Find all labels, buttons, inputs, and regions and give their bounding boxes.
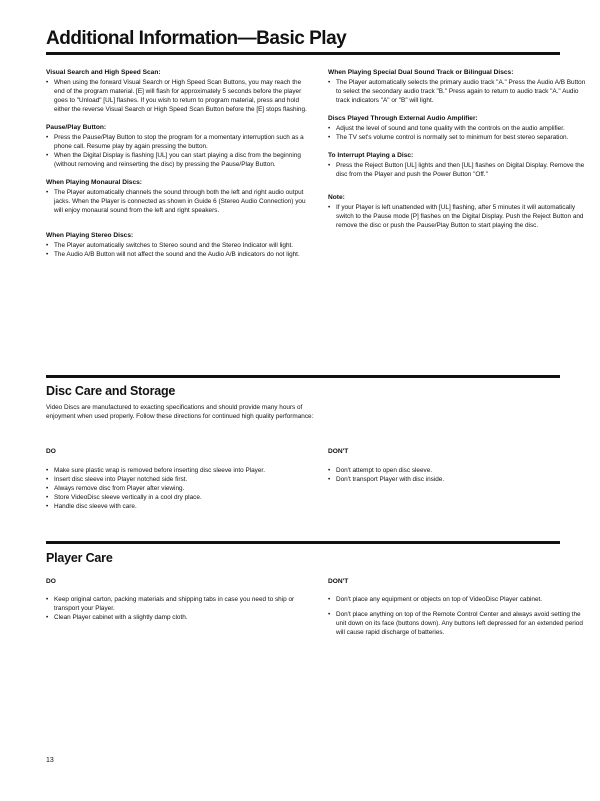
list-item: • Store VideoDisc sleeve vertically in a cool dry place. — [46, 493, 316, 502]
list-item: • When the Digital Display is flashing [UL] you can start playing a disc from the beginning (without removing and reinserting the disc) by pressing the Pause/Play Button. — [46, 151, 308, 169]
pause-play-heading: Pause/Play Button: — [46, 124, 107, 131]
note-heading: Note: — [328, 194, 345, 201]
list-item: • Don't place anything on top of the Remote Control Center and always avoid setting the unit down on its face (buttons down). Any buttons left depressed for an extended period will cause rapid discharge of batteries. — [328, 610, 590, 637]
note-block — [328, 193, 590, 230]
list-item: • Keep original carton, packing materials and shipping tabs in case you need to ship or transport your Player. — [46, 595, 316, 613]
list-item: • The Audio A/B Button will not affect the sound and the Audio A/B indicators do not light. — [46, 250, 308, 259]
disc-care-rule — [46, 375, 560, 378]
list-item: • Adjust the level of sound and tone quality with the controls on the audio amplifier. — [328, 124, 590, 133]
dual-sound-heading: When Playing Special Dual Sound Track or Bilingual Discs: — [328, 69, 514, 76]
player-care-title: Player Care — [46, 551, 113, 565]
visual-search-block — [46, 68, 308, 114]
list-item: • Press the Reject Button [UL] lights and then [UL] flashes on Digital Display. Remove the disc from the Player and push the Power Button "Off." — [328, 161, 590, 179]
list-item: • The TV set's volume control is normally set to minimum for best stereo separation. — [328, 133, 590, 142]
list-item: • Make sure plastic wrap is removed before inserting disc sleeve into Player. — [46, 466, 316, 475]
disc-care-dont — [328, 447, 590, 484]
list-item: • Press the Pause/Play Button to stop the program for a momentary interruption such as a phone call. Resume play by again pressing the button. — [46, 133, 308, 151]
list-item: • Don't place any equipment or objects on top of VideoDisc Player cabinet. — [328, 595, 590, 604]
right-column — [328, 68, 590, 239]
list-item: • Insert disc sleeve into Player notched side first. — [46, 475, 316, 484]
list-item: • Don't transport Player with disc inside. — [328, 475, 590, 484]
disc-care-do — [46, 447, 316, 511]
list-item: • The Player automatically channels the sound through both the left and right audio output jacks. When the Player is connected as shown in Guide 6 (Stereo Audio Connection) you will enjoy monaural sound from the left and right speakers. — [46, 188, 308, 215]
list-item: • The Player automatically switches to Stereo sound and the Stereo Indicator will light. — [46, 241, 308, 250]
amplifier-heading: Discs Played Through External Audio Amplifier: — [328, 115, 478, 122]
player-care-rule — [46, 541, 560, 544]
list-item: • Don't attempt to open disc sleeve. — [328, 466, 590, 475]
monaural-heading: When Playing Monaural Discs: — [46, 179, 142, 186]
left-column — [46, 68, 308, 268]
stereo-block — [46, 231, 308, 259]
visual-search-heading: Visual Search and High Speed Scan: — [46, 69, 161, 76]
player-care-do — [46, 577, 316, 622]
disc-care-title: Disc Care and Storage — [46, 384, 176, 398]
amplifier-block — [328, 114, 590, 142]
player-care-dont — [328, 577, 590, 637]
interrupt-block — [328, 151, 590, 179]
monaural-block — [46, 178, 308, 215]
list-item: • When using the forward Visual Search or High Speed Scan Buttons, you may reach the end of the program material. [E] will flash for approximately 5 seconds before the player goes to "Unload" [UL] flashes. If you wish to return to program material, press and hold either the reverse Visual Search or High Speed Scan Button before the [E] stops flashing. — [46, 78, 308, 114]
page-number: 13 — [46, 757, 54, 764]
list-item: • Clean Player cabinet with a slightly damp cloth. — [46, 613, 316, 622]
do-label: DO — [46, 448, 56, 455]
pause-play-block — [46, 123, 308, 169]
interrupt-heading: To Interrupt Playing a Disc: — [328, 152, 414, 159]
dual-sound-block — [328, 68, 590, 105]
list-item: • Always remove disc from Player after viewing. — [46, 484, 316, 493]
do-label: DO — [46, 578, 56, 585]
title-rule — [46, 52, 560, 55]
dont-label: DON'T — [328, 578, 349, 585]
page-title: Additional Information—Basic Play — [46, 28, 347, 49]
disc-care-intro: Video Discs are manufactured to exacting specifications and should provide many hours of enjoyment when used properly. Follow these directions for continued high quality performance: — [46, 404, 314, 420]
list-item: • Handle disc sleeve with care. — [46, 502, 316, 511]
list-item: • The Player automatically selects the primary audio track "A." Press the Audio A/B Button to select the secondary audio track "B." Press again to return to audio track "A." Audio track indicators "A" or "B" will light. — [328, 78, 590, 105]
list-item: • If your Player is left unattended with [UL] flashing, after 5 minutes it will automatically switch to the Pause mode [P] flashes on the Digital Display. Push the Reject Button and remove the disc or push the Pause/Play Button to start playing the disc. — [328, 203, 590, 230]
dont-label: DON'T — [328, 448, 349, 455]
stereo-heading: When Playing Stereo Discs: — [46, 232, 134, 239]
